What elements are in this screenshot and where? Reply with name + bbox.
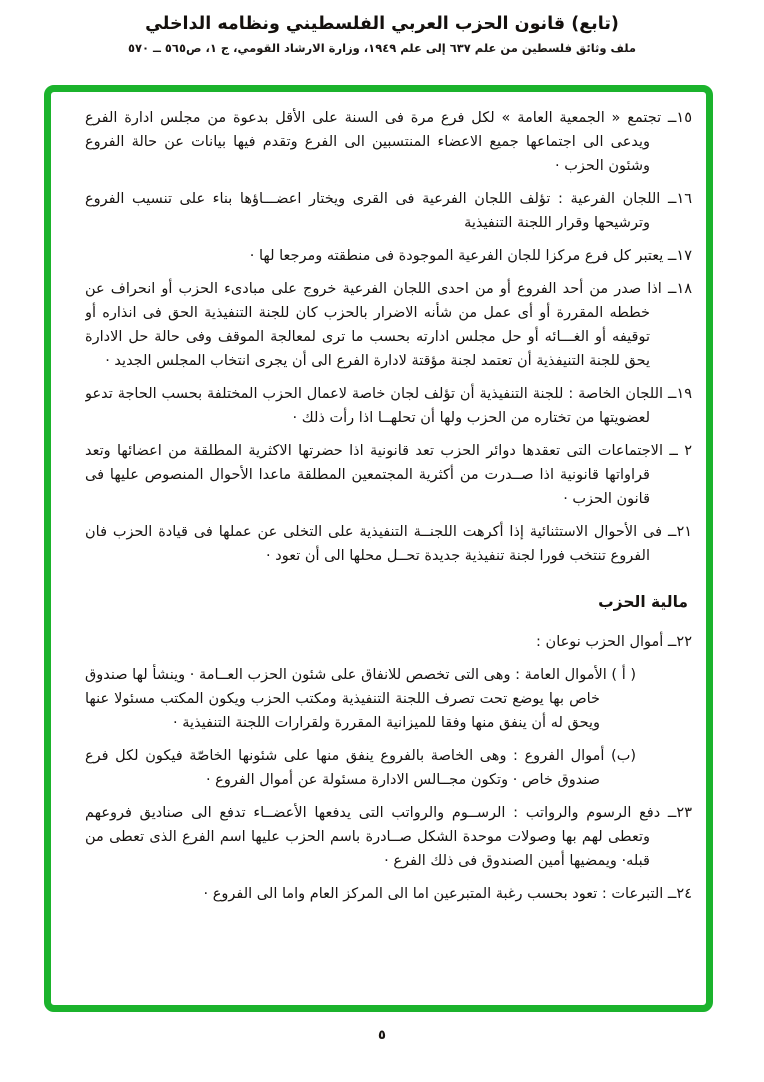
numbered-clause xyxy=(85,630,692,654)
clause-number: ٢١ــ xyxy=(667,524,692,540)
numbered-clause xyxy=(85,801,692,873)
clause-number: ٢٤ــ xyxy=(667,886,692,902)
clause-text: الاجتماعات التى تعقدها دوائر الحزب تعد قانونية اذا حضرتها الاكثرية المطلقة من اعضائها وتعد قراواتها قانونية اذا صــدرت من أكثرية المجتمعين المطلقة ماعدا الأحوال المنصوص عليها فى قانون الحزب · xyxy=(85,443,663,507)
clause-text: اذا صدر من أحد الفروع أو من احدى اللجان الفرعية خروج على مبادىء الحزب أو انحراف عن خططه المقررة أو أى عمل من شأنه الاضرار بالحزب كان للجنة التنفيذية الحق فى انذاره أو توقيفه أو الغـــائه أو حل مجلس ادارته بحسب ما ترى لمعالجة الموقف وفى حالة حل الادارة يحق للجنة التنيفذية أن تعتمد لجنة مؤقتة لادارة الفرع الى أن يجرى انتخاب المجلس الجديد · xyxy=(85,281,662,369)
clause-text: التبرعات : تعود بحسب رغبة المتبرعين اما الى المركز العام واما الى الفروع · xyxy=(203,886,664,902)
document-title: (تابع) قانون الحزب العربي الفلسطيني ونظامه الداخلي xyxy=(145,14,619,34)
section-heading: مالية الحزب xyxy=(598,593,688,611)
page-number: ٥ xyxy=(378,1028,386,1043)
clause-number: ( أ ) xyxy=(611,667,637,683)
numbered-clause xyxy=(85,439,692,511)
clause-number: ١٦ــ xyxy=(667,191,692,207)
clause-text: فى الأحوال الاستثنائية إذا أكرهت اللجنــة التنفيذية على التخلى عن عملها فى قيادة الحزب فان الفروع تنتخب فورا لجنة تنفيذية جديدة تحــل محلها الى أن تعود · xyxy=(85,524,663,564)
annotation-highlight-box xyxy=(44,85,713,1012)
clause-number: ١٨ــ xyxy=(667,281,692,297)
numbered-clause xyxy=(85,106,692,178)
clause-text: اللجان الخاصة : للجنة التنفيذية أن تؤلف لجان خاصة لاعمال الحزب المختلفة بحسب الحاجة تدعو لعضويتها من تختاره من الحزب ولها أن تحلهــا اذا رأت ذلك · xyxy=(85,386,664,426)
clause-number: ١٧ــ xyxy=(667,248,692,264)
clause-text: اللجان الفرعية : تؤلف اللجان الفرعية فى القرى ويختار اعضـــاؤها بناء على تنسيب الفروع وترشيحها وقرار اللجنة التنفيذية xyxy=(85,191,661,231)
document-body xyxy=(85,106,692,999)
clause-number: ٢ ــ xyxy=(669,443,692,459)
sub-clause xyxy=(85,744,636,792)
clause-text: تجتمع « الجمعية العامة » لكل فرع مرة فى السنة على الأقل بدعوة من مجلس ادارة الفرع ويدعى الى اجتماعها جميع الاعضاء المنتسبين الى الفرع وتقدم فيها بيانات عن حالة الفروع وشئون الحزب · xyxy=(85,110,662,174)
numbered-clause xyxy=(85,277,692,373)
clause-number: ١٩ــ xyxy=(667,386,692,402)
clause-text: الأموال العامة : وهى التى تخصص للانفاق على شئون الحزب العــامة · وينشأ لها صندوق خاص بها يوضع تحت تصرف اللجنة التنفيذية ومكتب الحزب ويكون المكتب مسئولا عنها ويحق له أن ينفق منها وفقا للميزانية المقررة ولقرارات اللجنة التنفيذية · xyxy=(85,667,607,731)
numbered-clause xyxy=(85,520,692,568)
clause-text: يعتبر كل فرع مركزا للجان الفرعية الموجودة فى منطقته ومرجعا لها · xyxy=(249,248,664,264)
clause-text: أموال الحزب نوعان : xyxy=(536,634,664,650)
page-header xyxy=(0,14,764,55)
clause-text: دفع الرسوم والرواتب : الرســوم والرواتب التى يدفعها الأعضــاء تدفع الى صناديق فروعهم وتعطى لهم بها وصولات موحدة الشكل صــادرة باسم الحزب عليها اسم الفرع الذى تعطى من قبله· ويمضيها أمين الصندوق فى ذلك الفرع · xyxy=(85,805,661,869)
clause-number: ٢٣ــ xyxy=(667,805,692,821)
numbered-clause xyxy=(85,882,692,906)
clause-number: ٢٢ــ xyxy=(667,634,692,650)
document-source-citation: ملف وثائق فلسطين من علم ٦٣٧ إلى علم ١٩٤٩، وزارة الارشاد القومي، ج ١، ص٥٦٥ ــ ٥٧٠ xyxy=(127,41,637,55)
numbered-clause xyxy=(85,187,692,235)
clause-text: أموال الفروع : وهى الخاصة بالفروع ينفق منها على شئونها الخاصّة فيكون لكل فرع صندوق خاص · وتكون مجــالس الادارة مسئولة عن أموال الفروع · xyxy=(85,748,605,788)
numbered-clause xyxy=(85,244,692,268)
clause-number: ١٥ــ xyxy=(667,110,692,126)
clause-number: (ب) xyxy=(611,748,637,764)
numbered-clause xyxy=(85,382,692,430)
sub-clause xyxy=(85,663,636,735)
